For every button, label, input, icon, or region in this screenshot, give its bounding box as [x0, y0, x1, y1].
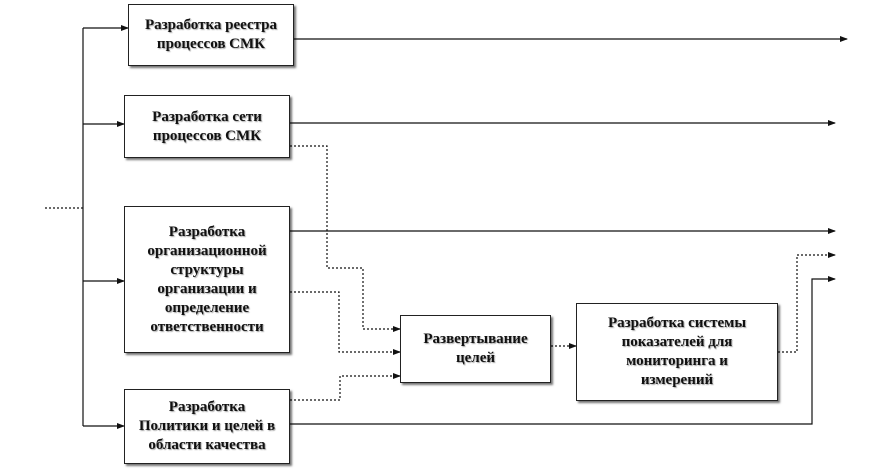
box-org-structure: Разработка организационной структуры организации и определение ответственности — [124, 206, 290, 353]
policy-to-goals — [290, 376, 400, 400]
box-goals-deployment: Развертывание целей — [400, 315, 551, 383]
structure-to-goals — [290, 292, 400, 352]
box-metrics-system: Разработка системы показателей для мониторинга и измерений — [576, 303, 778, 401]
box-network: Разработка сети процессов СМК — [124, 95, 290, 158]
network-to-goals — [290, 146, 400, 329]
box-policy: Разработка Политики и целей в области качества — [124, 389, 290, 464]
metrics-output — [778, 255, 835, 352]
box-registry: Разработка реестра процессов СМК — [128, 4, 294, 66]
